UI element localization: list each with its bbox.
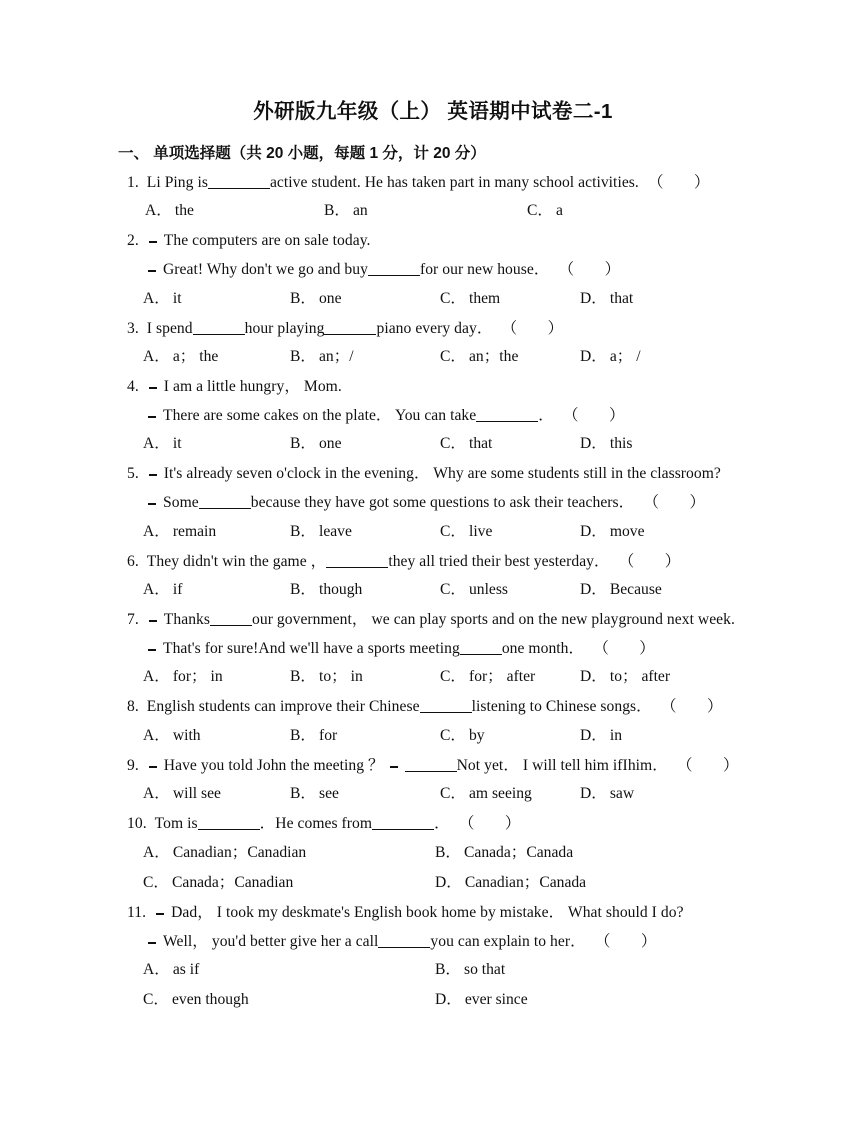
answer-bracket[interactable]: （ ） [643, 493, 706, 511]
option-letter: C． [440, 289, 466, 307]
dialogue-dash [148, 270, 156, 272]
option-letter: C． [440, 726, 466, 744]
option-row [0, 524, 866, 541]
option-choice[interactable] [580, 786, 634, 802]
option-choice[interactable] [440, 291, 500, 307]
option-row [0, 962, 866, 979]
dialogue-dash [148, 649, 156, 651]
option-label: by [469, 726, 485, 744]
option-letter: C． [440, 668, 466, 686]
option-letter: B． [435, 844, 461, 862]
section-header: 一、 单项选择题（共 20 小题，每题 1 分，计 20 分） [118, 144, 486, 162]
option-row [0, 786, 866, 803]
option-choice[interactable] [290, 582, 362, 598]
option-row [0, 582, 866, 599]
question-stem [0, 554, 866, 570]
question-text: Tom is [154, 815, 198, 833]
dialogue-dash [148, 942, 156, 944]
question-text: That's for sure!And we'll have a sports meeting [163, 639, 460, 657]
answer-blank[interactable] [198, 817, 260, 830]
option-label: an [353, 202, 368, 220]
option-row [0, 875, 866, 892]
option-row [0, 728, 866, 745]
option-label: in [609, 726, 622, 744]
option-label: for [319, 726, 338, 744]
option-choice[interactable] [143, 992, 249, 1008]
option-letter: A． [143, 668, 170, 686]
option-choice[interactable] [580, 291, 633, 307]
question-stem [0, 379, 866, 395]
option-letter: A． [143, 289, 170, 307]
question-block [0, 175, 866, 221]
option-label: this [609, 435, 633, 453]
option-label: remain [172, 522, 217, 540]
option-label: one [319, 435, 342, 453]
question-block [0, 758, 866, 804]
question-block [0, 554, 866, 600]
option-label: that [609, 289, 634, 307]
option-choice[interactable] [435, 992, 528, 1008]
question-stem-continuation [0, 641, 866, 657]
question-text: they all tried their best yesterday． [388, 552, 610, 570]
option-choice[interactable] [143, 349, 218, 365]
option-letter: D． [580, 726, 607, 744]
dialogue-dash [149, 620, 157, 622]
answer-bracket[interactable]: （ ） [593, 639, 656, 657]
question-text: Well， you'd better give her a call [163, 932, 379, 950]
option-choice[interactable] [290, 349, 354, 365]
option-choice[interactable] [290, 669, 363, 685]
option-choice[interactable] [290, 728, 337, 744]
question-number: 5. [127, 465, 139, 483]
option-label: live [469, 522, 493, 540]
answer-blank[interactable] [199, 496, 251, 509]
answer-blank[interactable] [324, 322, 376, 335]
option-label: see [319, 785, 339, 803]
question-text: listening to Chinese songs． [471, 698, 652, 716]
answer-blank[interactable] [420, 700, 472, 713]
dialogue-dash [149, 387, 157, 389]
question-text: our government， we can play sports and on the new playground next week. [252, 611, 735, 629]
option-letter: B． [290, 668, 316, 686]
question-stem [0, 905, 866, 921]
option-label: Because [609, 581, 662, 599]
question-number: 2. [127, 232, 139, 250]
option-choice[interactable] [143, 582, 182, 598]
option-choice[interactable] [435, 962, 505, 978]
option-label: an；the [469, 348, 519, 366]
question-text: ． [538, 406, 554, 424]
answer-blank[interactable] [208, 176, 270, 189]
option-label: Canadian；Canada [464, 874, 587, 892]
option-letter: D． [580, 522, 607, 540]
option-letter: B． [290, 581, 316, 599]
question-stem-continuation [0, 408, 866, 424]
option-label: saw [609, 785, 635, 803]
answer-blank[interactable] [460, 642, 502, 655]
option-letter: A． [143, 726, 170, 744]
option-choice[interactable] [435, 845, 573, 861]
option-choice[interactable] [435, 875, 586, 891]
question-text: ． [434, 815, 450, 833]
option-letter: C． [440, 785, 466, 803]
answer-blank[interactable] [378, 935, 430, 948]
question-text: you can explain to her． [430, 932, 586, 950]
question-text: There are some cakes on the plate． You can take [163, 406, 477, 424]
question-text: I spend [146, 319, 193, 337]
dialogue-dash [148, 503, 156, 505]
option-label: unless [469, 581, 508, 599]
option-label: as if [172, 961, 200, 979]
question-stem [0, 233, 866, 249]
option-choice[interactable] [143, 875, 293, 891]
option-letter: A． [143, 435, 170, 453]
answer-blank[interactable] [372, 817, 434, 830]
option-letter: D． [580, 581, 607, 599]
question-text: one month． [501, 639, 585, 657]
answer-bracket[interactable]: （ ） [647, 173, 711, 191]
question-stem [0, 321, 866, 337]
option-letter: C． [143, 874, 169, 892]
option-label: Canada；Canadian [172, 874, 294, 892]
option-choice[interactable] [143, 962, 199, 978]
option-letter: B． [290, 435, 316, 453]
question-list [0, 164, 866, 1010]
question-stem [0, 466, 866, 482]
question-stem [0, 758, 866, 774]
option-choice[interactable] [580, 669, 670, 685]
question-number: 9. [127, 756, 139, 774]
question-number: 4. [127, 378, 139, 396]
question-text: active student. He has taken part in many school activities. [269, 173, 639, 191]
question-number: 3. [127, 319, 139, 337]
option-choice[interactable] [580, 349, 641, 365]
option-letter: A． [143, 785, 170, 803]
option-row [0, 845, 866, 892]
option-letter: B． [290, 522, 316, 540]
question-number: 10. [127, 815, 147, 833]
answer-blank[interactable] [326, 555, 388, 568]
dialogue-dash [390, 766, 398, 768]
option-choice[interactable] [580, 582, 662, 598]
option-choice[interactable] [440, 728, 485, 744]
answer-bracket[interactable]: （ ） [501, 319, 564, 337]
answer-bracket[interactable]: （ ） [660, 698, 724, 716]
option-letter: C． [440, 522, 466, 540]
question-stem-continuation [0, 262, 866, 278]
question-block [0, 816, 866, 892]
option-letter: D． [580, 785, 607, 803]
option-choice[interactable] [527, 203, 563, 219]
option-label: a [556, 202, 563, 220]
question-text: because they have got some questions to ask their teachers． [250, 493, 635, 511]
option-choice[interactable] [143, 728, 201, 744]
option-label: it [172, 289, 182, 307]
option-letter: B． [290, 726, 316, 744]
option-choice[interactable] [580, 524, 645, 540]
question-text: Not yet． I will tell him ifI [456, 756, 628, 774]
question-stem [0, 699, 866, 715]
option-choice[interactable] [145, 203, 194, 219]
option-label: with [172, 726, 201, 744]
option-choice[interactable] [290, 524, 352, 540]
answer-bracket[interactable]: （ ） [594, 932, 657, 950]
option-row [0, 349, 866, 366]
question-stem-continuation [0, 934, 866, 950]
option-row [0, 992, 866, 1009]
option-letter: D． [580, 289, 607, 307]
option-label: that [469, 435, 493, 453]
question-block [0, 699, 866, 745]
option-label: to； after [609, 668, 671, 686]
option-label: even though [172, 991, 249, 1009]
question-text: ．He comes from [259, 815, 373, 833]
option-choice[interactable] [440, 349, 518, 365]
option-row [0, 291, 866, 308]
answer-blank[interactable] [368, 263, 420, 276]
answer-bracket[interactable]: （ ） [676, 756, 740, 774]
option-label: for； in [172, 668, 223, 686]
option-choice[interactable] [143, 436, 182, 452]
question-text: for our new house． [419, 260, 550, 278]
question-text: It's already seven o'clock in the evening． Why are some students still in the classroom? [163, 465, 721, 483]
option-label: a； the [172, 348, 219, 366]
question-text: The computers are on sale today. [163, 232, 371, 250]
question-text: hour playing [244, 319, 325, 337]
answer-bracket[interactable]: （ ） [562, 406, 626, 424]
question-stem-continuation [0, 495, 866, 511]
option-label: to； in [319, 668, 363, 686]
dialogue-dash [156, 913, 164, 915]
option-letter: C． [527, 202, 553, 220]
option-letter: D． [580, 348, 607, 366]
dialogue-dash [149, 474, 157, 476]
option-letter: A． [143, 522, 170, 540]
option-choice[interactable] [440, 582, 508, 598]
option-choice[interactable] [440, 669, 535, 685]
option-letter: A． [143, 844, 170, 862]
option-choice[interactable] [143, 845, 306, 861]
question-block [0, 612, 866, 686]
option-label: Canadian；Canadian [172, 844, 307, 862]
option-letter: C． [143, 991, 169, 1009]
option-label: for； after [469, 668, 536, 686]
question-number: 7. [127, 611, 139, 629]
question-block [0, 466, 866, 540]
option-letter: A． [143, 348, 170, 366]
option-letter: B． [290, 289, 316, 307]
option-label: an；/ [319, 348, 354, 366]
option-letter: C． [440, 581, 466, 599]
option-choice[interactable] [580, 728, 622, 744]
option-label: ever since [464, 991, 528, 1009]
question-number: 6. [127, 552, 139, 570]
question-text: English students can improve their Chinese [146, 698, 420, 716]
option-choice[interactable] [440, 524, 492, 540]
option-letter: A． [143, 581, 170, 599]
option-choice[interactable] [290, 436, 342, 452]
answer-blank[interactable] [193, 322, 245, 335]
option-label: am seeing [469, 785, 532, 803]
option-label: them [469, 289, 501, 307]
option-choice[interactable] [143, 669, 223, 685]
answer-blank[interactable] [210, 613, 252, 626]
option-choice[interactable] [143, 524, 216, 540]
question-block [0, 905, 866, 1009]
option-letter: A． [143, 961, 170, 979]
option-row [0, 203, 866, 220]
option-label: if [172, 581, 183, 599]
option-label: one [319, 289, 342, 307]
option-label: it [172, 435, 182, 453]
option-choice[interactable] [143, 291, 182, 307]
question-block [0, 233, 866, 307]
option-choice[interactable] [290, 786, 339, 802]
option-label: so that [464, 961, 506, 979]
option-choice[interactable] [440, 436, 492, 452]
option-letter: D． [435, 991, 462, 1009]
question-stem [0, 175, 866, 191]
question-text: piano every day． [376, 319, 493, 337]
option-letter: D． [580, 435, 607, 453]
question-stem [0, 612, 866, 628]
dialogue-dash [148, 416, 156, 418]
option-row [0, 436, 866, 453]
dialogue-dash [149, 241, 157, 243]
answer-bracket[interactable]: （ ） [458, 815, 521, 833]
question-stem [0, 816, 866, 832]
option-choice[interactable] [324, 203, 368, 219]
option-row [0, 962, 866, 1009]
answer-bracket[interactable]: （ ） [618, 552, 681, 570]
answer-blank[interactable] [405, 759, 457, 772]
page-title: 外研版九年级（上） 英语期中试卷二-1 [253, 100, 613, 123]
option-row [0, 845, 866, 862]
option-choice[interactable] [440, 786, 532, 802]
dialogue-dash [149, 766, 157, 768]
question-number: 11. [127, 904, 147, 922]
option-label: will see [172, 785, 221, 803]
option-label: move [609, 522, 645, 540]
option-label: though [319, 581, 363, 599]
question-block [0, 321, 866, 367]
answer-bracket[interactable]: （ ） [558, 260, 621, 278]
option-letter: B． [435, 961, 461, 979]
option-label: a； / [609, 348, 641, 366]
option-letter: D． [435, 874, 462, 892]
question-text: Have you told John the meeting ？ [163, 756, 384, 774]
option-letter: D． [580, 668, 607, 686]
option-letter: B． [290, 785, 316, 803]
question-text: Li Ping is [146, 173, 208, 191]
question-block [0, 379, 866, 453]
option-letter: B． [290, 348, 316, 366]
option-choice[interactable] [143, 786, 221, 802]
option-row [0, 669, 866, 686]
question-text: I am a little hungry， Mom. [163, 378, 342, 396]
option-letter: A． [145, 202, 172, 220]
question-text: Some [163, 493, 199, 511]
question-number: 1. [127, 173, 139, 191]
question-text: Thanks [163, 611, 211, 629]
option-choice[interactable] [290, 291, 342, 307]
option-letter: C． [440, 348, 466, 366]
question-text: him． [627, 756, 668, 774]
option-label: the [174, 202, 194, 220]
question-text: They didn't win the game ， [146, 552, 327, 570]
answer-blank[interactable] [476, 409, 538, 422]
question-text: Great! Why don't we go and buy [163, 260, 368, 278]
option-letter: B． [324, 202, 350, 220]
question-number: 8. [127, 698, 139, 716]
option-label: leave [319, 522, 352, 540]
option-letter: C． [440, 435, 466, 453]
question-text: Dad， I took my deskmate's English book home by mistake． What should I do? [171, 904, 684, 922]
option-label: Canada；Canada [464, 844, 574, 862]
option-choice[interactable] [580, 436, 632, 452]
